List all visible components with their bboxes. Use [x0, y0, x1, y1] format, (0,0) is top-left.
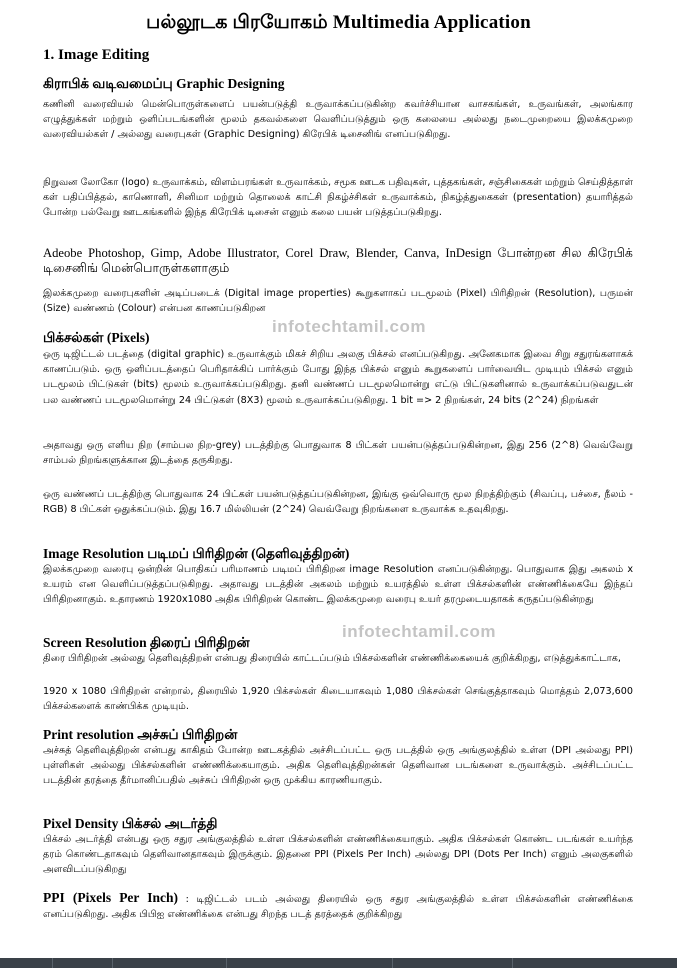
divider	[512, 958, 513, 968]
paragraph-screen-resolution	[43, 651, 633, 666]
heading-print-resolution: Print resolution அச்சுப் பிரிதிறன்	[43, 727, 238, 742]
text: ஒரு டிஜிட்டல் படத்தை (digital graphic) உருவாக்கும் மிகச் சிறிய அலகு பிக்சல் எனப்படுகிறது. அனேகமாக இவை சிறு சதுரங்களாகக் காணப்படும். ஒரு ஒளிப்படத்தைப் பெரிதாக்கிப் பார்க்கும் போது இந்த பிக்சல் எனும் கூறுகளைப் பார்வையிட முடியும் பிக்சல் எனும் படமூலம் பிட்டுகள் (bits) மூலம் உருவாக்கப்படுகிறது. தனி வண்ணப் படமூலமொன்று எட்டு பிட்டுகளினால் உருவாக்கப்படுவதுடன் பல வண்ணப் படமூலமொன்று 24 பிட்டுகள் (8X3) மூலம் உருவாக்கப்படுகிறது. 1 bit => 2 நிறங்கள், 24 bits (2^24) நிறங்கள்	[43, 349, 633, 406]
text: 1920 x 1080 பிரிதிறன் என்றால், திரையில் 1,920 பிக்சல்கள் கிடையாகவும் 1,080 பிக்சல்கள் செங்குத்தாகவும் மொத்தம் 2,073,600 பிக்சல்களைக் காண்பிக்க முடியும்.	[43, 686, 633, 713]
text: அதாவது ஒரு எளிய நிற (சாம்பல நிற-grey) படத்திற்கு பொதுவாக 8 பிட்கள் பயன்படுத்தப்படுகின்றன, இது 256 (2^8) வெவ்வேறு சாம்பல் நிறங்களுக்கான இடத்தை தருகிறது.	[43, 440, 633, 467]
text: அச்சுத் தெளிவுத்திறன் என்பது காகிதம் போன்ற ஊடகத்தில் அச்சிடப்பட்ட ஒரு படத்தில் ஒரு அங்குலத்தில் உள்ள (DPI அல்லது PPI) புள்ளிகள் அல்லது பிக்சல்களின் எண்ணிக்கையாகும். அதிக தெளிவுத்திறன்கள் தெளிவான படங்களை உருவாக்கும். அச்சிடப்பட்ட படத்தின் தரத்தை தீர்மானிப்பதில் அச்சுப் பிரிதிறன் ஒரு முக்கிய காரணியாகும்.	[43, 745, 633, 787]
paragraph-software-list	[43, 246, 633, 276]
viewer-bottom-bar	[0, 958, 677, 968]
heading-pixel-density: Pixel Density பிக்சல் அடர்த்தி	[43, 816, 218, 831]
divider	[112, 958, 113, 968]
paragraph-image-resolution	[43, 562, 633, 608]
text: இலக்கமுறை வரைபு ஒன்றின் பொதிகப் பரிமாணம் படிமப் பிரிதிறன image Resolution எனப்படுகின்றது. பொதுவாக இது அகலம் x உயரம் என வெளிப்படுத்தப்படுகிறது. அதாவது படத்தின் அகலம் மற்றும் உயரத்தில் உள்ள பிக்சல்களின் எண்ணிக்கையே இந்தப் பிரிதிறனாகும். உதாரணம் 1920x1080 அதிக பிரிதிறன் கொண்ட இலக்கமுறை வரைபு உயர் தரமுடையதாகக் கருதப்படுகின்றது	[43, 564, 633, 606]
paragraph-image-properties	[43, 286, 633, 316]
text: பிக்சல் அடர்த்தி என்பது ஒரு சதுர அங்குலத்தில் உள்ள பிக்சல்களின் எண்ணிக்கையாகும். அதிக பிக்சல்கள் கொண்ட படங்கள் உயர்ந்த தரம் கொண்டதாகவும் தெளிவானதாகவும் இருக்கும். இதனை PPI (Pixels Per Inch) அல்லது DPI (Dots Per Inch) எனும் அலகுகளில் அளவிடப்படுகிறது	[43, 834, 633, 876]
text: : டிஜிட்டல் படம் அல்லது திரையில் ஒரு சதுர அங்குலத்தில் உள்ள பிக்சல்களின் எண்ணிக்கை எனப்படுகிறது. அதிக பிபிஐ எண்ணிக்கை என்பது சிறந்த படத் தரத்தைக் குறிக்கிறது	[43, 894, 633, 921]
paragraph-graphic-intro	[43, 97, 633, 143]
paragraph-colour-bits	[43, 487, 633, 517]
paragraph-graphic-uses	[43, 175, 633, 221]
watermark-text: infotechtamil.com	[272, 317, 426, 336]
paragraph-pixel-density	[43, 832, 633, 878]
heading-ppi: PPI (Pixels Per Inch)	[43, 890, 179, 905]
divider	[226, 958, 227, 968]
page-title: பல்லூடக பிரயோகம் Multimedia Application	[146, 12, 531, 33]
section-heading-image-editing: 1. Image Editing	[43, 47, 150, 63]
text: கணினி வரைவியல் மென்பொருள்களைப் பயன்படுத்தி உருவாக்கப்படுகின்ற கவர்ச்சியான வாசகங்கள், உருவங்கள், அலங்கார எழுத்துக்கள் மற்றும் ஒளிப்படங்களின் மூலம் தகவல்களை வெளிப்படுத்தும் ஒரு கலையை அல்லது நடைமுறையை இலக்கமுறை வரைவியல்கள் / அல்லது வரைபுகள் (Graphic Designing) கிரேபிக் டிசைனிங் எனப்படுகிறது.	[43, 99, 633, 141]
heading-graphic-designing: கிராபிக் வடிவமைப்பு Graphic Designing	[43, 76, 285, 91]
divider	[392, 958, 393, 968]
text: திரை பிரிதிறன் அல்லது தெளிவுத்திறன் என்பது திரையில் காட்டப்படும் பிக்சல்களின் எண்ணிக்கையைக் குறிக்கிறது, எடுத்துக்காட்டாக,	[43, 653, 621, 664]
text: இலக்கமுறை வரைபுகளின் அடிப்படைக் (Digital image properties) கூறுகளாகப் படமூலம் (Pixel) பிரிதிறன் (Resolution), பருமன் (Size) வண்ணம் (Colour) என்பன காணப்படுகிறன	[43, 288, 633, 315]
heading-image-resolution: Image Resolution படிமப் பிரிதிறன் (தெளிவுத்திறன்)	[43, 546, 350, 561]
text: ஒரு வண்ணப் படத்திற்கு பொதுவாக 24 பிட்கள் பயன்படுத்தப்படுகின்றன, இங்கு ஒவ்வொரு மூல நிறத்திற்கும் (சிவப்பு, பச்சை, நீலம் - RGB) 8 பிட்கள் ஒதுக்கப்படும். இது 16.7 மில்லியன் (2^24) வெவ்வேறு நிறங்களை உருவாக்க உதவுகிறது.	[43, 489, 633, 516]
heading-screen-resolution: Screen Resolution திரைப் பிரிதிறன்	[43, 635, 250, 650]
divider	[52, 958, 53, 968]
paragraph-ppi	[43, 890, 633, 922]
heading-pixels: பிக்சல்கள் (Pixels)	[43, 330, 150, 345]
paragraph-grey-bits	[43, 438, 633, 468]
paragraph-print-resolution	[43, 743, 633, 789]
paragraph-pixels-intro	[43, 347, 633, 408]
text: நிறுவன லோகோ (logo) உருவாக்கம், விளம்பரங்கள் உருவாக்கம், சமூக ஊடக பதிவுகள், புத்தகங்கள், சஞ்சிகைகள் மற்றும் செய்தித்தாள் கள் பதிப்பித்தல், காணொளி, சினிமா மற்றும் தொலைக் காட்சி நிகழ்ச்சிகள் உருவாக்கம், நிகழ்த்துகைகள் (presentation) தயாரித்தல் போன்ற பல்வேறு ஊடகங்களில் இந்த கிரேபிக் டிசைன் எனும் கலை பயன் படுத்தப்படுகிறது.	[43, 177, 633, 219]
watermark-text: infotechtamil.com	[342, 622, 496, 641]
paragraph-screen-example	[43, 684, 633, 714]
text: Adeobe Photoshop, Gimp, Adobe Illustrator, Corel Draw, Blender, Canva, InDesign போன்றன சில கிரேபிக் டிசைனிங் மென்பொருள்களாகும்	[43, 246, 633, 276]
